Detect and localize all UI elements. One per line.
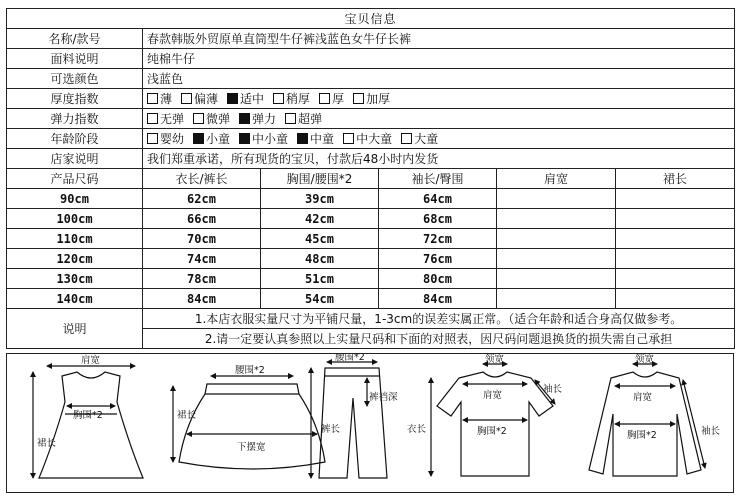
size-cell (616, 249, 735, 269)
age-options (143, 129, 735, 149)
table-row (7, 209, 735, 229)
longsleeve-sleeve-label: 袖长 (701, 426, 721, 437)
unchecked-box-icon (181, 93, 192, 104)
option-label: 中小童 (252, 132, 289, 146)
checkbox-option (239, 110, 276, 127)
checked-box-icon (239, 133, 250, 144)
checkbox-option (227, 90, 264, 107)
column-header: 产品尺码 (7, 169, 143, 189)
size-cell: 39cm (261, 189, 379, 209)
checkbox-option (147, 130, 184, 147)
skirt-waist-label: 腰围*2 (235, 365, 265, 376)
row-value: 春款韩版外贸原单直筒型牛仔裤浅蓝色女牛仔长裤 (143, 29, 735, 49)
info-row-name (7, 29, 735, 49)
unchecked-box-icon (319, 93, 330, 104)
pants-waist-label: 腰围*2 (335, 354, 365, 363)
size-cell (616, 209, 735, 229)
info-row-color (7, 69, 735, 89)
row-label: 年龄阶段 (7, 129, 143, 149)
table-title: 宝贝信息 (7, 9, 735, 29)
option-label: 中大童 (356, 132, 393, 146)
info-row-shop-note (7, 149, 735, 169)
tshirt-chest-label: 胸围*2 (477, 426, 507, 437)
row-value: 浅蓝色 (143, 69, 735, 89)
unchecked-box-icon (147, 93, 158, 104)
checkbox-option (147, 110, 184, 127)
row-value: 纯棉牛仔 (143, 49, 735, 69)
row-label: 可选颜色 (7, 69, 143, 89)
skirt-length-label: 裙长 (177, 410, 197, 421)
size-cell: 68cm (379, 209, 497, 229)
longsleeve-chest-label: 胸围*2 (627, 430, 657, 441)
size-cell (497, 249, 616, 269)
checkbox-option (343, 130, 392, 147)
option-label: 偏薄 (194, 92, 219, 106)
table-row (7, 289, 735, 309)
option-label: 中童 (310, 132, 335, 146)
size-cell (497, 209, 616, 229)
size-cell (497, 229, 616, 249)
elasticity-options (143, 109, 735, 129)
info-row-fabric (7, 49, 735, 69)
size-cell: 90cm (7, 189, 143, 209)
column-header: 肩宽 (497, 169, 616, 189)
info-row-elasticity (7, 109, 735, 129)
checked-box-icon (239, 113, 250, 124)
size-cell (616, 269, 735, 289)
size-cell: 140cm (7, 289, 143, 309)
size-cell: 76cm (379, 249, 497, 269)
row-label: 面料说明 (7, 49, 143, 69)
longsleeve-collar-label: 领宽 (635, 354, 655, 365)
checked-box-icon (193, 133, 204, 144)
row-label: 厚度指数 (7, 89, 143, 109)
size-cell (616, 289, 735, 309)
tshirt-collar-label: 领宽 (485, 354, 505, 365)
checkbox-option (401, 130, 438, 147)
row-label: 弹力指数 (7, 109, 143, 129)
size-cell: 120cm (7, 249, 143, 269)
tshirt-shoulder-label: 肩宽 (483, 390, 503, 401)
checkbox-option (193, 110, 230, 127)
option-label: 适中 (240, 92, 265, 106)
checkbox-option (147, 90, 172, 107)
notes-row (7, 309, 735, 329)
notes-label: 说明 (7, 309, 143, 349)
option-label: 超弹 (298, 112, 323, 126)
checkbox-option (319, 90, 344, 107)
size-cell: 78cm (143, 269, 261, 289)
unchecked-box-icon (147, 113, 158, 124)
size-table-header (7, 169, 735, 189)
size-cell: 80cm (379, 269, 497, 289)
size-cell: 66cm (143, 209, 261, 229)
column-header: 胸围/腰围*2 (261, 169, 379, 189)
unchecked-box-icon (285, 113, 296, 124)
row-value: 我们郑重承诺，所有现货的宝贝，付款后48小时内发货 (143, 149, 735, 169)
unchecked-box-icon (353, 93, 364, 104)
size-cell: 74cm (143, 249, 261, 269)
unchecked-box-icon (273, 93, 284, 104)
table-row (7, 269, 735, 289)
unchecked-box-icon (193, 113, 204, 124)
size-cell: 51cm (261, 269, 379, 289)
unchecked-box-icon (401, 133, 412, 144)
size-cell (497, 269, 616, 289)
size-cell: 70cm (143, 229, 261, 249)
size-cell: 100cm (7, 209, 143, 229)
dress-outline (39, 372, 143, 478)
size-cell: 45cm (261, 229, 379, 249)
row-label: 名称/款号 (7, 29, 143, 49)
dress-length-label: 裙长 (37, 438, 57, 449)
option-label: 小童 (206, 132, 231, 146)
size-cell: 72cm (379, 229, 497, 249)
size-cell (616, 229, 735, 249)
table-row (7, 249, 735, 269)
tshirt-outline (437, 372, 553, 476)
column-header: 袖长/臀围 (379, 169, 497, 189)
tshirt-length-label: 衣长 (407, 424, 427, 435)
size-cell (497, 189, 616, 209)
option-label: 婴幼 (160, 132, 185, 146)
checkbox-option (297, 130, 334, 147)
unchecked-box-icon (147, 133, 158, 144)
column-header: 裙长 (616, 169, 735, 189)
dress-chest-label: 胸围*2 (73, 410, 103, 421)
product-spec-table (6, 8, 735, 349)
option-label: 无弹 (160, 112, 185, 126)
column-header: 衣长/裤长 (143, 169, 261, 189)
option-label: 厚 (332, 92, 345, 106)
measurement-diagrams (6, 353, 734, 493)
checkbox-option (273, 90, 310, 107)
table-row (7, 189, 735, 209)
size-cell: 84cm (143, 289, 261, 309)
size-cell (616, 189, 735, 209)
size-cell: 48cm (261, 249, 379, 269)
pants-length-label: 裤长 (321, 424, 341, 435)
checked-box-icon (227, 93, 238, 104)
size-cell: 130cm (7, 269, 143, 289)
size-cell: 110cm (7, 229, 143, 249)
checkbox-option (353, 90, 390, 107)
checkbox-option (239, 130, 288, 147)
skirt-outline (179, 384, 325, 469)
longsleeve-shoulder-label: 肩宽 (633, 392, 653, 403)
checkbox-option (193, 130, 230, 147)
option-label: 薄 (160, 92, 173, 106)
pants-rise-label: 裤裆深 (369, 392, 398, 403)
dress-shoulder-label: 肩宽 (81, 355, 101, 366)
size-cell: 54cm (261, 289, 379, 309)
checkbox-option (181, 90, 218, 107)
note-line: 1.本店衣服实量尺寸为平铺尺量，1-3cm的误差实属正常。（适合年龄和适合身高仅做参考。 (143, 309, 735, 329)
thickness-options (143, 89, 735, 109)
measurement-diagram-svg (7, 354, 733, 492)
size-cell: 42cm (261, 209, 379, 229)
checked-box-icon (297, 133, 308, 144)
size-cell: 84cm (379, 289, 497, 309)
unchecked-box-icon (343, 133, 354, 144)
size-cell (497, 289, 616, 309)
pants-outline (319, 368, 387, 478)
row-label: 店家说明 (7, 149, 143, 169)
info-row-thickness (7, 89, 735, 109)
option-label: 微弹 (206, 112, 231, 126)
option-label: 弹力 (252, 112, 277, 126)
skirt-hem-label: 下摆宽 (237, 442, 266, 453)
tshirt-sleeve-label: 袖长 (543, 384, 563, 395)
option-label: 大童 (414, 132, 439, 146)
table-row (7, 229, 735, 249)
info-row-age (7, 129, 735, 149)
option-label: 加厚 (366, 92, 391, 106)
size-cell: 64cm (379, 189, 497, 209)
checkbox-option (285, 110, 322, 127)
size-cell: 62cm (143, 189, 261, 209)
option-label: 稍厚 (286, 92, 311, 106)
note-line: 2.请一定要认真参照以上实量尺码和下面的对照表，因尺码问题退换货的损失需自己承担 (143, 329, 735, 349)
